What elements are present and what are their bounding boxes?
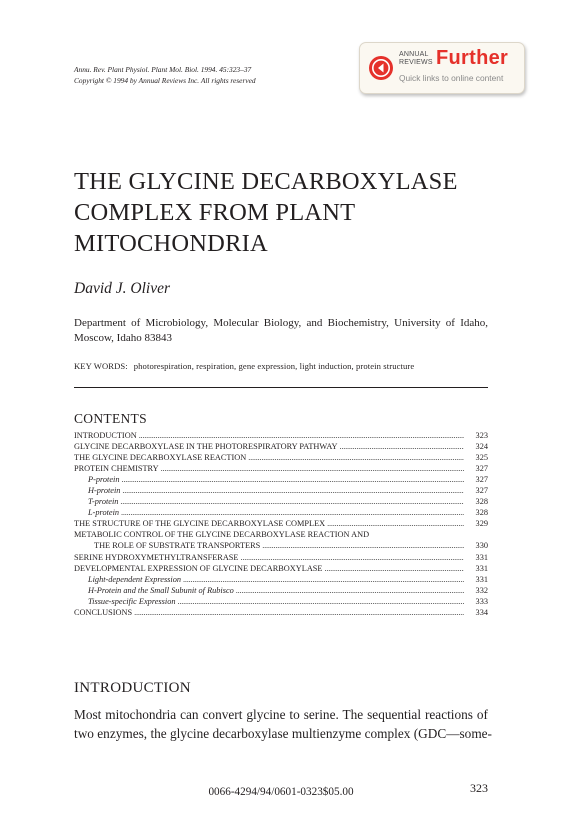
- toc-entry[interactable]: GLYCINE DECARBOXYLASE IN THE PHOTORESPIRATORY PATHWAY ..... 324: [74, 441, 488, 452]
- paragraph-line: two enzymes, the glycine decarboxylase multienzyme complex (GDC—some-: [74, 726, 492, 741]
- citation-block: [74, 64, 374, 86]
- keywords-text: photorespiration, respiration, gene expression, light induction, protein structure: [133, 361, 415, 371]
- toc-entry[interactable]: SERINE HYDROXYMETHYLTRANSFERASE ..... 331: [74, 552, 488, 563]
- table-of-contents: [74, 430, 488, 618]
- title-line: MITOCHONDRIA: [74, 230, 268, 257]
- toc-subentry[interactable]: P-protein ..... 327: [74, 474, 488, 485]
- title-line: THE GLYCINE DECARBOXYLASE: [74, 168, 458, 195]
- toc-entry[interactable]: PROTEIN CHEMISTRY ..... 327: [74, 463, 488, 474]
- back-arrow-icon: [369, 56, 393, 80]
- issn-code: 0066-4294/94/0601-0323$05.00: [208, 786, 354, 798]
- further-word: Further: [436, 47, 509, 69]
- annual-reviews-wordmark: ANNUAL REVIEWS: [399, 51, 433, 66]
- toc-entry[interactable]: DEVELOPMENTAL EXPRESSION OF GLYCINE DECARBOXYLASE ..... 331: [74, 563, 488, 574]
- toc-entry-continuation[interactable]: THE ROLE OF SUBSTRATE TRANSPORTERS ..... 330: [74, 540, 488, 551]
- introduction-heading: INTRODUCTION: [74, 680, 191, 696]
- author-affiliation: Department of Microbiology, Molecular Biology, and Biochemistry, University of Idaho, Moscow, Idaho 83843: [74, 317, 488, 344]
- toc-subentry[interactable]: H-protein ..... 327: [74, 485, 488, 496]
- page-number: 323: [470, 781, 488, 795]
- paragraph-line: Most mitochondria can convert glycine to serine. The sequential reactions of: [74, 707, 488, 722]
- toc-entry[interactable]: METABOLIC CONTROL OF THE GLYCINE DECARBOXYLASE REACTION AND: [74, 530, 370, 540]
- toc-subentry[interactable]: Tissue-specific Expression ..... 333: [74, 596, 488, 607]
- introduction-paragraph: [74, 705, 492, 743]
- keywords-line: [74, 361, 494, 371]
- toc-entry[interactable]: THE GLYCINE DECARBOXYLASE REACTION ..... 325: [74, 452, 488, 463]
- toc-subentry[interactable]: T-protein ..... 328: [74, 496, 488, 507]
- toc-entry[interactable]: CONCLUSIONS ..... 334: [74, 607, 488, 618]
- citation-line: Annu. Rev. Plant Physiol. Plant Mol. Biol. 1994. 45:323–37: [74, 65, 252, 74]
- toc-subentry[interactable]: H-Protein and the Small Subunit of Rubisco ..... 332: [74, 585, 488, 596]
- title-line: COMPLEX FROM PLANT: [74, 199, 356, 226]
- author-name: David J. Oliver: [74, 280, 170, 297]
- toc-entry[interactable]: THE STRUCTURE OF THE GLYCINE DECARBOXYLASE COMPLEX ..... 329: [74, 518, 488, 529]
- copyright-line: Copyright © 1994 by Annual Reviews Inc. All rights reserved: [74, 76, 256, 85]
- keywords-label: KEY WORDS:: [74, 361, 128, 371]
- toc-subentry[interactable]: L-protein ..... 328: [74, 507, 488, 518]
- divider-rule: [74, 387, 488, 388]
- contents-heading: CONTENTS: [74, 411, 147, 426]
- article-title: [74, 166, 514, 259]
- further-badge[interactable]: [359, 42, 525, 94]
- toc-entry[interactable]: INTRODUCTION ..... 323: [74, 430, 488, 441]
- toc-subentry[interactable]: Light-dependent Expression ..... 331: [74, 574, 488, 585]
- further-tagline: Quick links to online content: [399, 73, 504, 83]
